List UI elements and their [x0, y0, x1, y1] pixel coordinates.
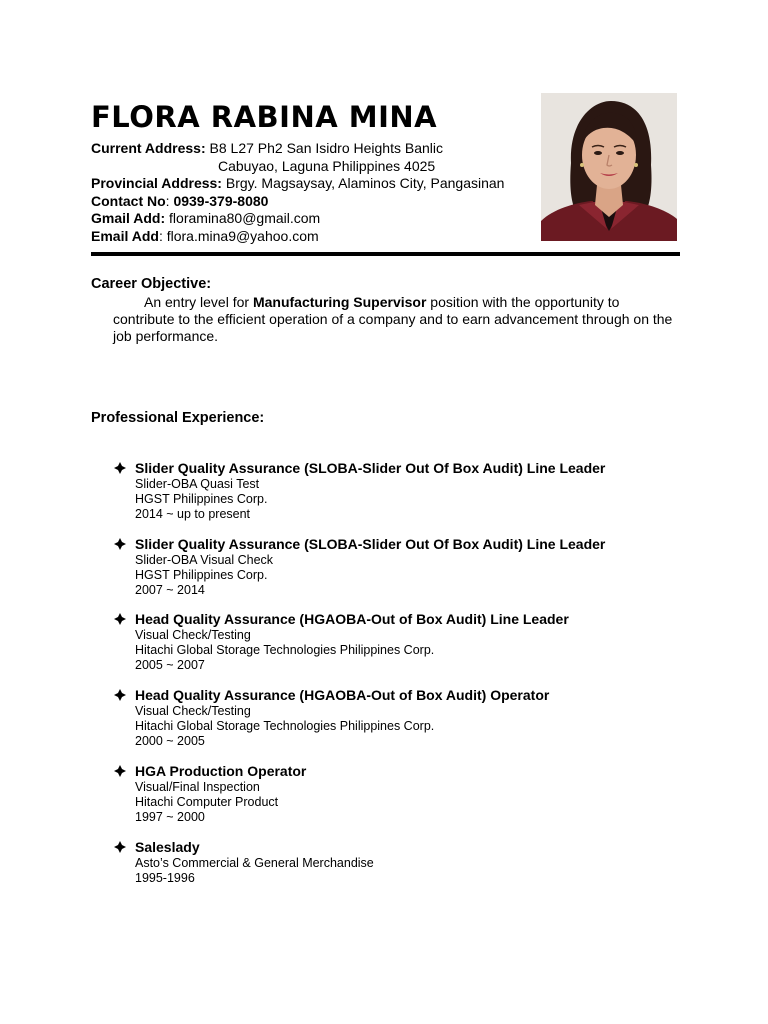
- experience-item: [113, 839, 673, 886]
- job-title: HGA Production Operator: [135, 763, 307, 779]
- current-address-line2-row: [91, 158, 504, 176]
- career-objective-text: [113, 294, 673, 345]
- experience-item: [113, 687, 673, 749]
- gmail-label: Gmail Add:: [91, 210, 166, 226]
- job-company: Hitachi Global Storage Technologies Philippines Corp.: [135, 643, 435, 657]
- diamond-bullet-icon: [114, 689, 126, 701]
- gmail-address: floramina80@gmail.com: [169, 210, 321, 226]
- experience-item: [113, 611, 673, 673]
- diamond-bullet-icon: [114, 841, 126, 853]
- email-address: flora.mina9@yahoo.com: [166, 227, 319, 244]
- email-row: Email Add: flora.mina9@yahoo.com: [91, 227, 319, 244]
- provincial-address: Brgy. Magsaysay, Alaminos City, Pangasinan: [225, 175, 505, 191]
- gmail-row: [91, 210, 504, 228]
- career-objective-title: Career Objective:: [91, 276, 212, 292]
- job-company: Hitachi Computer Product: [135, 795, 279, 809]
- diamond-bullet-icon: [114, 613, 126, 625]
- job-period: 1995-1996: [135, 871, 195, 885]
- job-company: HGST Philippines Corp.: [135, 568, 268, 582]
- email-label: Email Add: [91, 227, 159, 244]
- job-period: 2007 ~ 2014: [135, 583, 205, 597]
- applicant-name: FLORA RABINA MINA: [91, 100, 438, 134]
- job-period: 1997 ~ 2000: [135, 810, 205, 824]
- provincial-address-label: Provincial Address:: [91, 175, 222, 191]
- objective-text-before: An entry level for: [144, 294, 253, 310]
- header-divider: [91, 252, 680, 256]
- experience-item: [113, 763, 673, 825]
- contact-block: [91, 140, 504, 245]
- job-company: HGST Philippines Corp.: [135, 492, 268, 506]
- job-detail: Slider-OBA Quasi Test: [135, 477, 260, 491]
- job-period: 2000 ~ 2005: [135, 734, 205, 748]
- job-detail: Visual Check/Testing: [135, 628, 251, 642]
- portrait-illustration: [541, 93, 677, 241]
- objective-text-after: position with the opportunity to contribute to the efficient operation of a company and to earn advancement through on the job performance.: [113, 294, 673, 344]
- current-address-row: [91, 140, 504, 158]
- diamond-bullet-icon: [114, 462, 126, 474]
- current-address-line1: B8 L27 Ph2 San Isidro Heights Banlic: [209, 140, 443, 156]
- job-title: Slider Quality Assurance (SLOBA-Slider Out Of Box Audit) Line Leader: [135, 460, 606, 476]
- job-title: Slider Quality Assurance (SLOBA-Slider Out Of Box Audit) Line Leader: [135, 536, 606, 552]
- provincial-address-row: [91, 175, 504, 193]
- job-title: Saleslady: [135, 839, 200, 855]
- job-detail: Visual/Final Inspection: [135, 780, 260, 794]
- current-address-line2: Cabuyao, Laguna Philippines 4025: [218, 157, 436, 174]
- current-address-label: Current Address:: [91, 140, 206, 156]
- job-company: Asto’s Commercial & General Merchandise: [135, 856, 374, 870]
- job-detail: Visual Check/Testing: [135, 704, 251, 718]
- applicant-photo: [541, 93, 677, 241]
- experience-item: [113, 460, 673, 522]
- professional-experience-title: Professional Experience:: [91, 410, 265, 426]
- job-period: 2005 ~ 2007: [135, 658, 205, 672]
- job-detail: Slider-OBA Visual Check: [135, 553, 274, 567]
- job-company: Hitachi Global Storage Technologies Philippines Corp.: [135, 719, 435, 733]
- job-title: Head Quality Assurance (HGAOBA-Out of Box Audit) Operator: [135, 687, 550, 703]
- objective-position: Manufacturing Supervisor: [252, 294, 427, 310]
- contact-number: 0939-379-8080: [173, 192, 269, 209]
- contact-number-label: Contact No: [91, 192, 166, 209]
- diamond-bullet-icon: [114, 765, 126, 777]
- experience-item: [113, 536, 673, 598]
- diamond-bullet-icon: [114, 538, 126, 550]
- contact-number-row: Contact No: 0939-379-8080: [91, 192, 269, 209]
- job-period: 2014 ~ up to present: [135, 507, 251, 521]
- job-title: Head Quality Assurance (HGAOBA-Out of Box Audit) Line Leader: [135, 611, 569, 627]
